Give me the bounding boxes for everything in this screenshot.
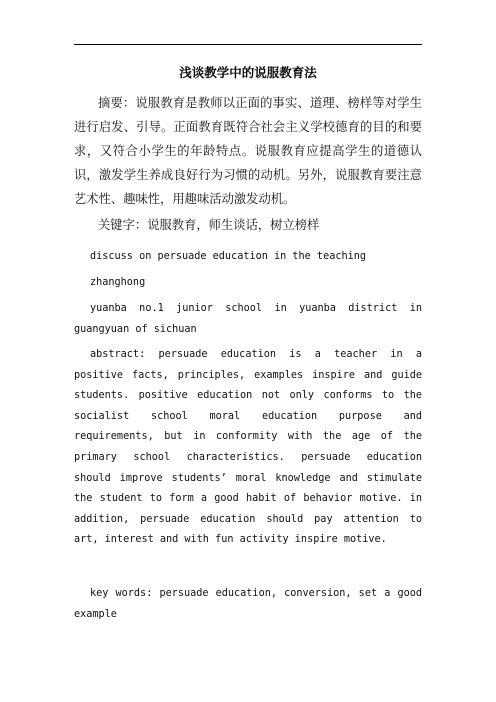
author-en: zhanghong: [90, 277, 146, 288]
affiliation-en: yuanba no.1 junior school in yuanba district in guangyuan of sichuan: [74, 303, 422, 335]
abstract-cn: 摘要：说服教育是教师以正面的事实、道理、榜样等对学生进行启发、引导。正面教育既符合社会主义学校德育的目的和要求，又符合小学生的年龄特点。说服教育应提高学生的道德认识，激发学生养成良好行为习惯的动机。另外，说服教育要注意艺术性、趣味性，用趣味活动激发动机。: [74, 96, 422, 206]
document-title: 浅谈教学中的说服教育法: [179, 65, 317, 80]
abstract-en: abstract: persuade education is a teacher in a positive facts, principles, examples inspire and guide students. positive education not only conforms to the socialist school moral education purpose and requirements, but in conformity with the age of the primary school characteristics. persuade education should improve students’ moral knowledge and stimulate the student to form a good habit of behavior motive. in addition, persuade education should pay attention to art, interest and with fun activity inspire motive.: [74, 349, 422, 546]
keywords-en: key words: persuade education, conversion, set a good example: [74, 588, 422, 620]
title-en: discuss on persuade education in the teaching: [90, 251, 367, 262]
keywords-cn: 关键字：说服教育，师生谈话，树立榜样: [98, 218, 320, 232]
header-rule: [74, 44, 422, 45]
